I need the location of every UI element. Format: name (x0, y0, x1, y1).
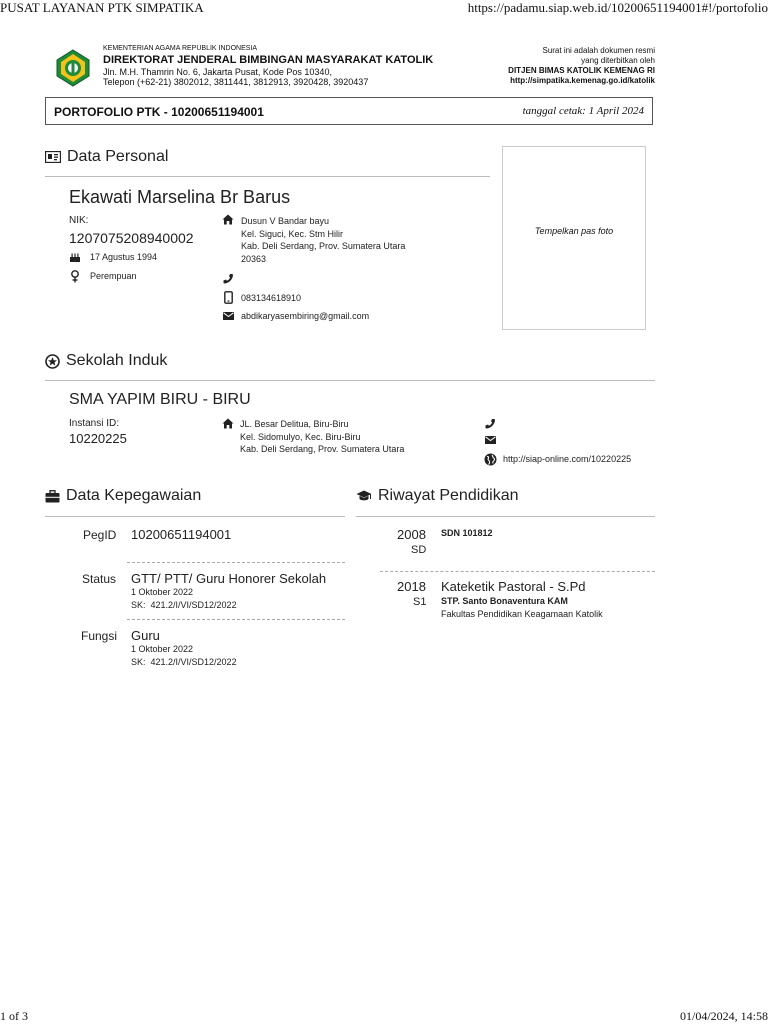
ministry-name: KEMENTERIAN AGAMA REPUBLIK INDONESIA (103, 45, 258, 52)
address-line: 20363 (241, 253, 267, 264)
phone-icon (485, 418, 496, 429)
employment-value: 10200651194001 (131, 527, 232, 542)
address-line: Kel. Siguci, Kec. Stm Hilir (241, 228, 344, 239)
education-faculty: Fakultas Pendidikan Keagamaan Katolik (441, 609, 603, 619)
employment-date: 1 Oktober 2022 (131, 644, 194, 654)
section-employment-heading (45, 487, 201, 505)
address-line: Kab. Deli Serdang, Prov. Sumatera Utara (241, 241, 406, 251)
female-icon (70, 270, 80, 283)
employment-value: GTT/ PTT/ Guru Honorer Sekolah (131, 571, 327, 586)
education-school: SDN 101812 (441, 528, 493, 538)
address-line: Kab. Deli Serdang, Prov. Sumatera Utara (240, 444, 405, 454)
print-date-label: tanggal cetak: 1 April 2024 (522, 105, 644, 117)
notice-line-3: DITJEN BIMAS KATOLIK KEMENAG RI (508, 66, 655, 75)
print-datetime: 01/04/2024, 14:58 (679, 1009, 768, 1023)
notice-line-4: http://simpatika.kemenag.go.id/katolik (510, 76, 655, 85)
employment-label: PegID (83, 528, 117, 542)
photo-placeholder-label: Tempelkan pas foto (534, 226, 614, 236)
section-divider (356, 516, 655, 517)
employment-sk: SK: 421.2/I/VI/SD12/2022 (131, 657, 237, 667)
directorate-name: DIREKTORAT JENDERAL BIMBINGAN MASYARAKAT KATOLIK (103, 54, 434, 66)
mobile-number: 083134618910 (241, 293, 302, 303)
birthday-cake-icon (69, 251, 81, 263)
section-divider (45, 516, 345, 517)
portfolio-title-box (45, 97, 653, 125)
education-level: S1 (413, 596, 427, 608)
briefcase-icon (45, 490, 60, 503)
id-card-icon (45, 151, 61, 163)
employment-sk: SK: 421.2/I/VI/SD12/2022 (131, 600, 237, 610)
nik-value: 1207075208940002 (69, 230, 194, 246)
section-personal-title: Data Personal (67, 148, 169, 165)
section-school-title: Sekolah Induk (66, 352, 168, 369)
person-name: Ekawati Marselina Br Barus (69, 187, 291, 207)
org-address (103, 67, 368, 87)
notice-line-2: yang diterbitkan oleh (581, 56, 655, 65)
address-line: Kel. Sidomulyo, Kec. Biru-Biru (240, 431, 361, 442)
mobile-icon (224, 291, 233, 304)
employment-date: 1 Oktober 2022 (131, 587, 194, 597)
email-address: abdikaryasembiring@gmail.com (241, 311, 370, 321)
globe-icon (484, 453, 497, 466)
school-badge-icon (45, 354, 60, 369)
section-education-title: Riwayat Pendidikan (378, 487, 519, 504)
section-personal-heading (45, 148, 168, 166)
print-url: https://padamu.siap.web.id/10200651194001#!/portofolio (467, 0, 768, 15)
section-divider (45, 380, 655, 381)
kemenag-logo-icon (55, 49, 91, 87)
org-phone-line: Telepon (+62-21) 3802012, 3811441, 3812913, 3920428, 3920437 (103, 77, 369, 87)
row-divider (127, 619, 345, 620)
school-website[interactable]: http://siap-online.com/10220225 (503, 454, 632, 464)
official-notice (508, 46, 655, 86)
graduation-cap-icon (356, 490, 372, 502)
employment-value: Guru (131, 628, 160, 643)
education-year: 2008 (397, 527, 426, 542)
education-school: STP. Santo Bonaventura KAM (441, 596, 568, 606)
section-school-heading (45, 352, 167, 370)
home-address (241, 215, 405, 265)
photo-placeholder (502, 146, 646, 330)
instansi-label: Instansi ID: (69, 418, 120, 429)
home-icon (222, 214, 234, 225)
gender: Perempuan (90, 271, 137, 281)
portfolio-title: PORTOFOLIO PTK - 10200651194001 (54, 105, 264, 119)
address-line: Dusun V Bandar bayu (241, 216, 330, 226)
envelope-icon (223, 312, 234, 320)
notice-line-1: Surat ini adalah dokumen resmi (542, 46, 655, 55)
section-employment-title: Data Kepegawaian (66, 487, 202, 504)
org-address-line: Jln. M.H. Thamrin No. 6, Jakarta Pusat, Kode Pos 10340, (103, 67, 332, 77)
print-title: PUSAT LAYANAN PTK SIMPATIKA (0, 0, 204, 15)
row-divider (380, 571, 655, 572)
nik-label: NIK: (69, 215, 89, 226)
education-level: SD (411, 544, 427, 556)
education-year: 2018 (397, 579, 426, 594)
employment-label: Fungsi (81, 629, 118, 643)
envelope-icon (485, 436, 496, 444)
birth-date: 17 Agustus 1994 (90, 252, 158, 262)
print-page-number: 1 of 3 (0, 1009, 28, 1023)
home-icon (222, 418, 234, 429)
education-title: Kateketik Pastoral - S.Pd (441, 579, 586, 594)
section-education-heading (356, 487, 519, 505)
phone-icon (223, 273, 234, 284)
school-name: SMA YAPIM BIRU - BIRU (69, 391, 251, 408)
section-divider (45, 176, 490, 177)
school-address (240, 418, 404, 456)
employment-label: Status (82, 572, 117, 586)
instansi-id: 10220225 (69, 431, 127, 446)
address-line: JL. Besar Delitua, Biru-Biru (240, 419, 349, 429)
row-divider (127, 562, 345, 563)
